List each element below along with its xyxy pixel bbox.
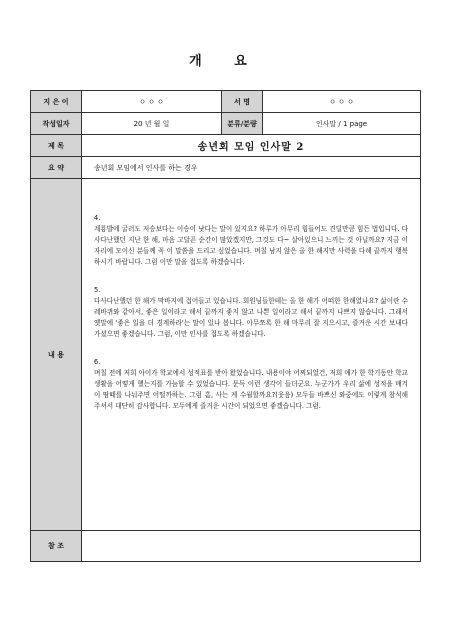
reference-row — [31, 531, 421, 562]
paragraph-6 — [94, 357, 408, 412]
overview-form-table — [30, 90, 421, 562]
date-label: 작성일자 — [31, 113, 82, 135]
paragraph-text: 계룡발에 굴러도 저승보다는 이승이 낫다는 말이 있지요? 하루가 아무리 힘들어도 견딜만큼 힘든 법입니다. 다사다난했던 지난 한 해, 마음 고달픈 순간이 많았겠지만, 그것도 다~ 살아있으니 느끼는 것 아닐까요? 지금 이 자리에 모이신 분들께 꼭 이 말씀을 드리고 싶었습니다. 며칠 남지 않은 올 한 해지만 사력을 다해 끝까지 행복하시기 바랍니다. 그럼 이만 말을 접도록 하겠습니다. — [94, 225, 408, 266]
paragraph-4 — [94, 213, 408, 268]
paragraph-5 — [94, 285, 408, 340]
paragraph-number: 5. — [94, 286, 101, 294]
category-value: 인사말 / 1 page — [263, 113, 421, 135]
name-label: 서 명 — [222, 91, 263, 113]
category-label: 분류/분량 — [222, 113, 263, 135]
page-title: 개 요 — [189, 54, 261, 69]
paragraph-number: 4. — [94, 214, 101, 222]
subject-row — [31, 135, 421, 157]
date-row — [31, 113, 421, 135]
paragraph-text: 다사다난했던 한 해가 막바지에 접어들고 있습니다. 회원님들한테는 올 한 해가 어떠한 한해였나요? 삶이란 수레바퀴와 같아서, 좋은 일이라고 해서 끝까지 좋지 않고 나쁜 일이라고 해서 끝까지 나쁘지 않습니다. 그래서 옛말에 '좋은 일을 더 경계하라'는 말이 있나 봅니다. 아무쪼록 한 해 마무리 잘 지으시고, 즐거운 시간 보내다 가셨으면 좋겠습니다. 그럼, 이만 인사를 접도록 하겠습니다. — [94, 297, 408, 338]
subject-label: 제 목 — [31, 135, 82, 157]
content-body — [82, 179, 421, 531]
subject-value: 송년회 모임 인사말 2 — [82, 135, 421, 157]
author-value: ㅇ ㅇ ㅇ — [82, 91, 222, 113]
reference-label: 참 조 — [31, 531, 82, 562]
summary-row — [31, 157, 421, 179]
paragraph-number: 6. — [94, 358, 101, 366]
content-label: 내 용 — [31, 179, 82, 531]
date-value: 20 년 월 일 — [82, 113, 222, 135]
reference-value — [82, 531, 421, 562]
author-row — [31, 91, 421, 113]
content-row — [31, 179, 421, 531]
summary-value: 송년회 모임에서 인사를 하는 경우 — [82, 157, 421, 179]
name-value: ㅇ ㅇ ㅇ — [263, 91, 421, 113]
paragraph-text: 며칠 전에 저희 아이가 학교에서 성적표를 받아 왔었습니다. 내용이야 어찌되었건, 저희 애가 한 학기동안 학교 생활을 어떻게 했는지를 가늠할 수 있었습니다. 문득 이런 생각이 들더군요. 누군가가 우리 삶에 성적을 매겨 이 땀떼를 나눠주면 어떨까하는. 그럼 흠, 사는 게 수월할까요?(웃음) 모두들 바쁘신 와중에도 이렇게 참석해 주셔서 대단히 감사합니다. 모두에게 즐거운 시간이 되었으면 좋겠습니다. 그럼. — [94, 369, 408, 410]
summary-label: 요 약 — [31, 157, 82, 179]
author-label: 지 은 이 — [31, 91, 82, 113]
